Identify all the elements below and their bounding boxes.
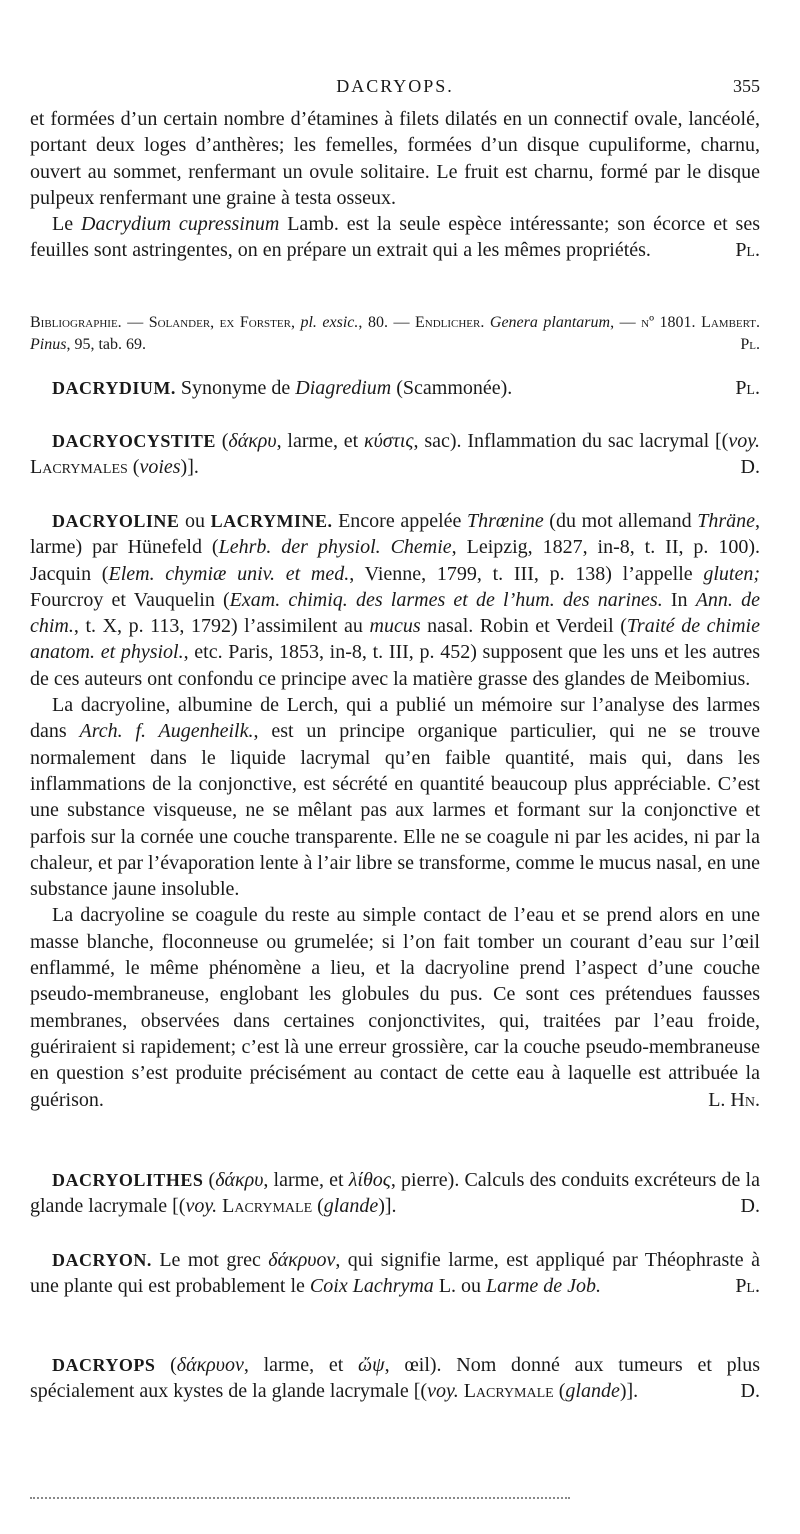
author-signature: D. [740, 456, 760, 479]
continuation-paragraph: et formées d’un certain nombre d’étamines à filets dilatés en un connectif ovale, lancéolé, portant deux loges d’anthères; les femelles, formées d’un disque cupuliforme, charnu, ouvert au sommet, renfermant un ovule solitaire. Le fruit est charnu, formé par le disque pulpeux renfermant une graine à testa osseux. [30, 108, 760, 209]
entry-headword: DACRYOLINE [52, 511, 180, 531]
species-name: Dacrydium cupressinum [81, 213, 280, 236]
author-signature: Pl. [735, 239, 760, 262]
author-signature: Pl. [740, 336, 760, 353]
entry-dacryocystite: DACRYOCYSTITE (δάκρυ, larme, et κύστις, sac). Inflammation du sac lacrymal [(voy. Lacrymales (voies)]. D. [30, 428, 760, 481]
author-signature: D. [740, 1380, 760, 1403]
dacryoline-paragraph-2: La dacryoline, albumine de Lerch, qui a publié un mémoire sur l’analyse des larmes dans Arch. f. Augenheilk., est un principe organique particulier, qui ne se trouve normalement dans le liquide lacrymal qu’en faible quantité, mais qui, dans les inflammations de la conjonctive, est sécrété en quantité beaucoup plus appréciable. C’est une substance visqueuse, ne se mêlant pas aux larmes et formant sur la conjonctive et parfois sur la cornée une couche transparente. Elle ne se coagule ni par les acides, ni par la chaleur, et par l’évaporation lente à l’air libre se transforme, comme le mucus nasal, en une substance jaune insoluble. [30, 694, 761, 901]
entry-continuation [30, 106, 760, 264]
author-signature: D. [740, 1195, 760, 1218]
entry-headword-variant: LACRYMINE. [210, 511, 333, 531]
dacrydium-species-paragraph: Le Dacrydium cupressinum Lamb. est la seule espèce intéressante; son écorce et ses feuilles sont astringentes, on en prépare un extrait qui a les mêmes propriétés. Pl. [30, 211, 760, 264]
author-signature: L. Hn. [708, 1088, 760, 1111]
bibliography: Bibliographie. — Solander, ex Forster, pl. exsic., 80. — Endlicher. Genera plantarum, — nº 1801. Lambert. Pinus, 95, tab. 69. Pl. [30, 312, 760, 356]
bleed-through-marks [30, 1497, 570, 1501]
entry-dacryon: DACRYON. Le mot grec δάκρυον, qui signifie larme, est appliqué par Théophraste à une plante qui est probablement le Coix Lachryma L. ou Larme de Job. Pl. [30, 1247, 760, 1300]
entry-headword: DACRYOPS [52, 1355, 156, 1375]
dacryoline-paragraph-3: La dacryoline se coagule du reste au simple contact de l’eau et se prend alors en une masse blanche, floconneuse ou grumelée; si l’on fait tomber un courant d’eau sur l’œil enflammé, le même phénomène a lieu, et la dacryoline prend l’aspect d’une couche pseudo-membraneuse, englobant les globules du pus. Ce sont ces prétendues fausses membranes, observées dans certaines conjonctivites, qui, traitées par l’eau froide, guériraient si rapidement; c’est là une erreur grossière, car la couche pseudo-membraneuse en question s’est produite précisément au contact de cette eau à laquelle est attribuée la guérison. L. Hn. [30, 902, 760, 1112]
entry-dacryops: DACRYOPS (δάκρυον, larme, et ὤψ, œil). Nom donné aux tumeurs et plus spécialement aux kystes de la glande lacrymale [(voy. Lacrymale (glande)]. D. [30, 1352, 760, 1405]
entry-headword: DACRYDIUM. [52, 378, 176, 398]
entry-dacryoline: DACRYOLINE ou LACRYMINE. Encore appelée Thrœnine (du mot allemand Thräne, larme) par Hünefeld (Lehrb. der physiol. Chemie, Leipzig, 1827, in-8, t. II, p. 100). Jacquin (Elem. chymiæ univ. et med., Vienne, 1799, t. III, p. 138) l’appelle gluten; Fourcroy et Vauquelin (Exam. chimiq. des larmes et de l’hum. des narines. In Ann. de chim., t. X, p. 113, 1792) l’assimilent au mucus nasal. Robin et Verdeil (Traité de chimie anatom. et physiol., etc. Paris, 1853, in-8, t. III, p. 452) supposent que les uns et les autres de ces auteurs ont confondu ce principe avec la matière grasse des glandes de Meibomius. La dacryoline, albumine de Lerch, qui a publié un mémoire sur l’analyse des larmes dans Arch. f. Augenheilk., est un principe organique particulier, qui ne se trouve normalement dans le liquide lacrymal qu’en faible quantité, mais qui, dans les inflammations de la conjonctive, est sécrété en quantité beaucoup plus appréciable. C’est une substance visqueuse, ne se mêlant pas aux larmes et formant sur la conjonctive et parfois sur la cornée une couche transparente. Elle ne se coagule ni par les acides, ni par la chaleur, et par l’évaporation lente à l’air libre se transforme, comme le mucus nasal, en une substance jaune insoluble. La dacryoline se coagule du reste au simple contact de l’eau et se prend alors en une masse blanche, floconneuse ou grumelée; si l’on fait tomber un courant d’eau sur l’œil enflammé, le même phénomène a lieu, et la dacryoline prend l’aspect d’une couche pseudo-membraneuse, englobant les globules du pus. Ce sont ces prétendues fausses membranes, observées dans certaines conjonctivites, qui, traitées par l’eau froide, guériraient si rapidement; c’est là une erreur grossière, car la couche pseudo-membraneuse en question s’est produite précisément au contact de cette eau à laquelle est attribuée la guérison. L. Hn. [30, 508, 760, 1113]
author-signature: Pl. [735, 377, 760, 399]
entry-dacryolithes: DACRYOLITHES (δάκρυ, larme, et λίθος, pierre). Calculs des conduits excréteurs de la glande lacrymale [(voy. Lacrymale (glande)]. D. [30, 1167, 760, 1220]
author-signature: Pl. [735, 1275, 760, 1298]
page-header [30, 76, 760, 100]
bibliography-label: Bibliographie. [30, 314, 122, 331]
entry-headword: DACRYON. [52, 1250, 152, 1270]
entry-dacrydium: DACRYDIUM. Synonyme de Diagredium (Scammonée). Pl. [30, 375, 760, 401]
running-title: DACRYOPS. [336, 76, 454, 96]
page-number: 355 [733, 76, 760, 96]
entry-headword: DACRYOLITHES [52, 1170, 204, 1190]
entry-headword: DACRYOCYSTITE [52, 431, 216, 451]
